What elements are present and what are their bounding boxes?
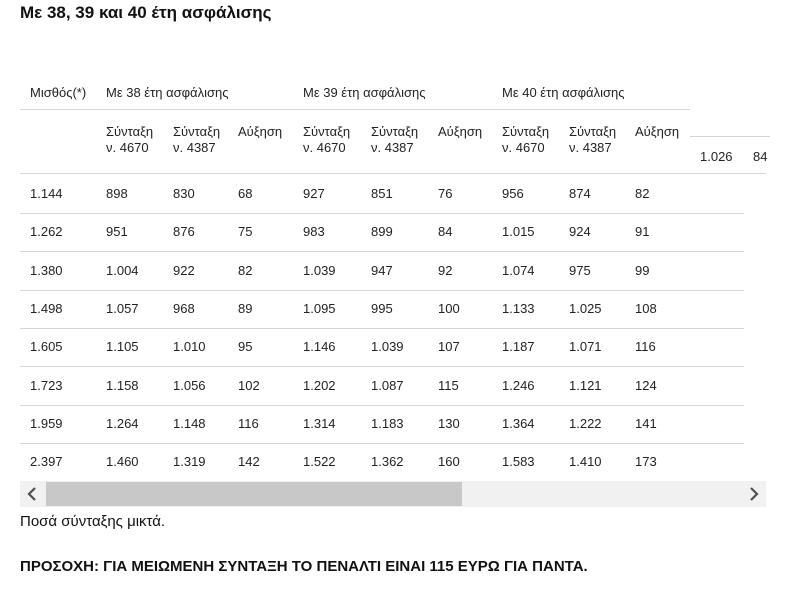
overflow-divider [690, 136, 770, 137]
pension-table [20, 72, 766, 481]
column-subheader [173, 124, 220, 156]
table-cell: 1.364 [502, 415, 535, 431]
subheader-line: Αύξηση [238, 124, 283, 139]
table-cell: 89 [238, 300, 253, 316]
chevron-right-icon[interactable] [740, 481, 766, 507]
table-cell: 1.410 [569, 454, 602, 470]
salary-header: Μισθός(*) [30, 85, 87, 100]
row-divider [20, 443, 744, 444]
column-subheader [438, 124, 482, 140]
table-cell: 115 [438, 377, 459, 393]
table-cell: 922 [173, 262, 195, 278]
subheader-line: Σύνταξη [303, 124, 351, 139]
table-cell: 899 [371, 224, 393, 240]
salary-cell: 1.959 [30, 415, 63, 431]
table-cell: 898 [106, 186, 128, 201]
table-cell: 1.121 [569, 377, 602, 393]
table-cell: 99 [635, 262, 650, 278]
footnote: Ποσά σύνταξης μικτά. [20, 513, 166, 530]
overflow-cell: 1.026 [700, 149, 733, 164]
scrollbar-thumb[interactable] [46, 482, 462, 506]
table-cell: 876 [173, 224, 195, 240]
table-cell: 851 [371, 186, 393, 201]
table-cell: 1.522 [303, 454, 336, 470]
table-cell: 142 [238, 454, 260, 470]
table-cell: 1.202 [303, 377, 336, 393]
salary-cell: 2.397 [30, 454, 63, 470]
row-divider [20, 213, 744, 214]
row-divider [20, 366, 744, 367]
table-cell: 1.071 [569, 339, 602, 355]
subheader-line: Σύνταξη [173, 124, 221, 139]
subheader-line: ν. 4670 [106, 140, 149, 155]
salary-cell: 1.723 [30, 377, 63, 393]
table-cell: 983 [303, 224, 325, 240]
table-cell: 116 [238, 415, 259, 431]
table-cell: 830 [173, 186, 195, 201]
table-cell: 1.264 [106, 415, 139, 431]
table-cell: 1.158 [106, 377, 139, 393]
table-cell: 173 [635, 454, 657, 470]
subheader-line: Αύξηση [438, 124, 483, 139]
column-subheader [371, 124, 418, 156]
subheader-line: Σύνταξη [106, 124, 154, 139]
table-cell: 1.015 [502, 224, 535, 240]
table-cell: 1.010 [173, 339, 206, 355]
subheader-line: Αύξηση [635, 124, 680, 139]
table-cell: 1.087 [371, 377, 404, 393]
subheader-divider [20, 173, 766, 174]
table-cell: 1.460 [106, 454, 139, 470]
subheader-line: ν. 4387 [569, 140, 612, 155]
table-cell: 141 [635, 415, 657, 431]
table-cell: 82 [238, 262, 253, 278]
table-cell: 116 [635, 339, 656, 355]
table-cell: 160 [438, 454, 460, 470]
table-cell: 951 [106, 224, 128, 240]
table-cell: 975 [569, 262, 591, 278]
row-divider [20, 251, 744, 252]
table-cell: 874 [569, 186, 591, 201]
subheader-line: ν. 4387 [173, 140, 216, 155]
row-divider [20, 290, 744, 291]
horizontal-scrollbar[interactable] [20, 481, 766, 507]
table-cell: 130 [438, 415, 460, 431]
table-cell: 1.362 [371, 454, 404, 470]
table-cell: 1.246 [502, 377, 535, 393]
subheader-line: Σύνταξη [371, 124, 419, 139]
table-cell: 84 [438, 224, 453, 240]
salary-cell: 1.144 [30, 186, 63, 201]
subheader-line: Σύνταξη [569, 124, 617, 139]
salary-cell: 1.380 [30, 262, 63, 278]
table-cell: 956 [502, 186, 524, 201]
table-cell: 100 [438, 300, 460, 316]
table-cell: 91 [635, 224, 650, 240]
column-subheader [502, 124, 549, 156]
table-cell: 102 [238, 377, 260, 393]
salary-cell: 1.605 [30, 339, 63, 355]
table-cell: 1.319 [173, 454, 206, 470]
table-cell: 927 [303, 186, 325, 201]
table-cell: 95 [238, 339, 253, 355]
table-cell: 124 [635, 377, 657, 393]
table-cell: 1.025 [569, 300, 602, 316]
table-cell: 1.146 [303, 339, 336, 355]
row-divider [20, 405, 744, 406]
table-cell: 82 [635, 186, 650, 201]
table-cell: 1.056 [173, 377, 206, 393]
table-cell: 1.039 [371, 339, 404, 355]
table-cell: 968 [173, 300, 195, 316]
table-cell: 995 [371, 300, 393, 316]
column-subheader [238, 124, 282, 140]
table-cell: 108 [635, 300, 657, 316]
salary-cell: 1.262 [30, 224, 63, 240]
chevron-left-icon[interactable] [20, 481, 46, 507]
warning-note: ΠΡΟΣΟΧΗ: ΓΙΑ ΜΕΙΩΜΕΝΗ ΣΥΝΤΑΞΗ ΤΟ ΠΕΝΑΛΤΙ ΕΙΝΑΙ 115 ΕΥΡΩ ΓΙΑ ΠΑΝΤΑ. [20, 558, 588, 575]
table-cell: 75 [238, 224, 253, 240]
subheader-line: Σύνταξη [502, 124, 550, 139]
overflow-cell: 84 [753, 149, 768, 164]
table-cell: 76 [438, 186, 453, 201]
table-cell: 947 [371, 262, 393, 278]
row-divider [20, 328, 744, 329]
table-cell: 1.583 [502, 454, 535, 470]
header-divider [20, 109, 690, 110]
table-cell: 924 [569, 224, 591, 240]
column-subheader [635, 124, 679, 140]
table-cell: 1.004 [106, 262, 139, 278]
column-subheader [303, 124, 350, 156]
subheader-line: ν. 4670 [502, 140, 545, 155]
table-cell: 1.148 [173, 415, 206, 431]
page-title: Με 38, 39 και 40 έτη ασφάλισης [20, 3, 272, 22]
subheader-line: ν. 4670 [303, 140, 346, 155]
table-cell: 1.095 [303, 300, 336, 316]
table-cell: 1.074 [502, 262, 535, 278]
table-cell: 68 [238, 186, 253, 201]
table-cell: 1.057 [106, 300, 139, 316]
subheader-line: ν. 4387 [371, 140, 414, 155]
table-cell: 1.187 [502, 339, 535, 355]
group-header-39: Με 39 έτη ασφάλισης [303, 85, 426, 100]
table-cell: 92 [438, 262, 453, 278]
table-cell: 1.183 [371, 415, 404, 431]
column-subheader [106, 124, 153, 156]
table-cell: 1.222 [569, 415, 602, 431]
group-header-40: Με 40 έτη ασφάλισης [502, 85, 625, 100]
table-cell: 1.314 [303, 415, 336, 431]
table-cell: 107 [438, 339, 460, 355]
table-cell: 1.039 [303, 262, 336, 278]
table-cell: 1.133 [502, 300, 535, 316]
group-header-38: Με 38 έτη ασφάλισης [106, 85, 229, 100]
table-cell: 1.105 [106, 339, 139, 355]
salary-cell: 1.498 [30, 300, 63, 316]
column-subheader [569, 124, 616, 156]
